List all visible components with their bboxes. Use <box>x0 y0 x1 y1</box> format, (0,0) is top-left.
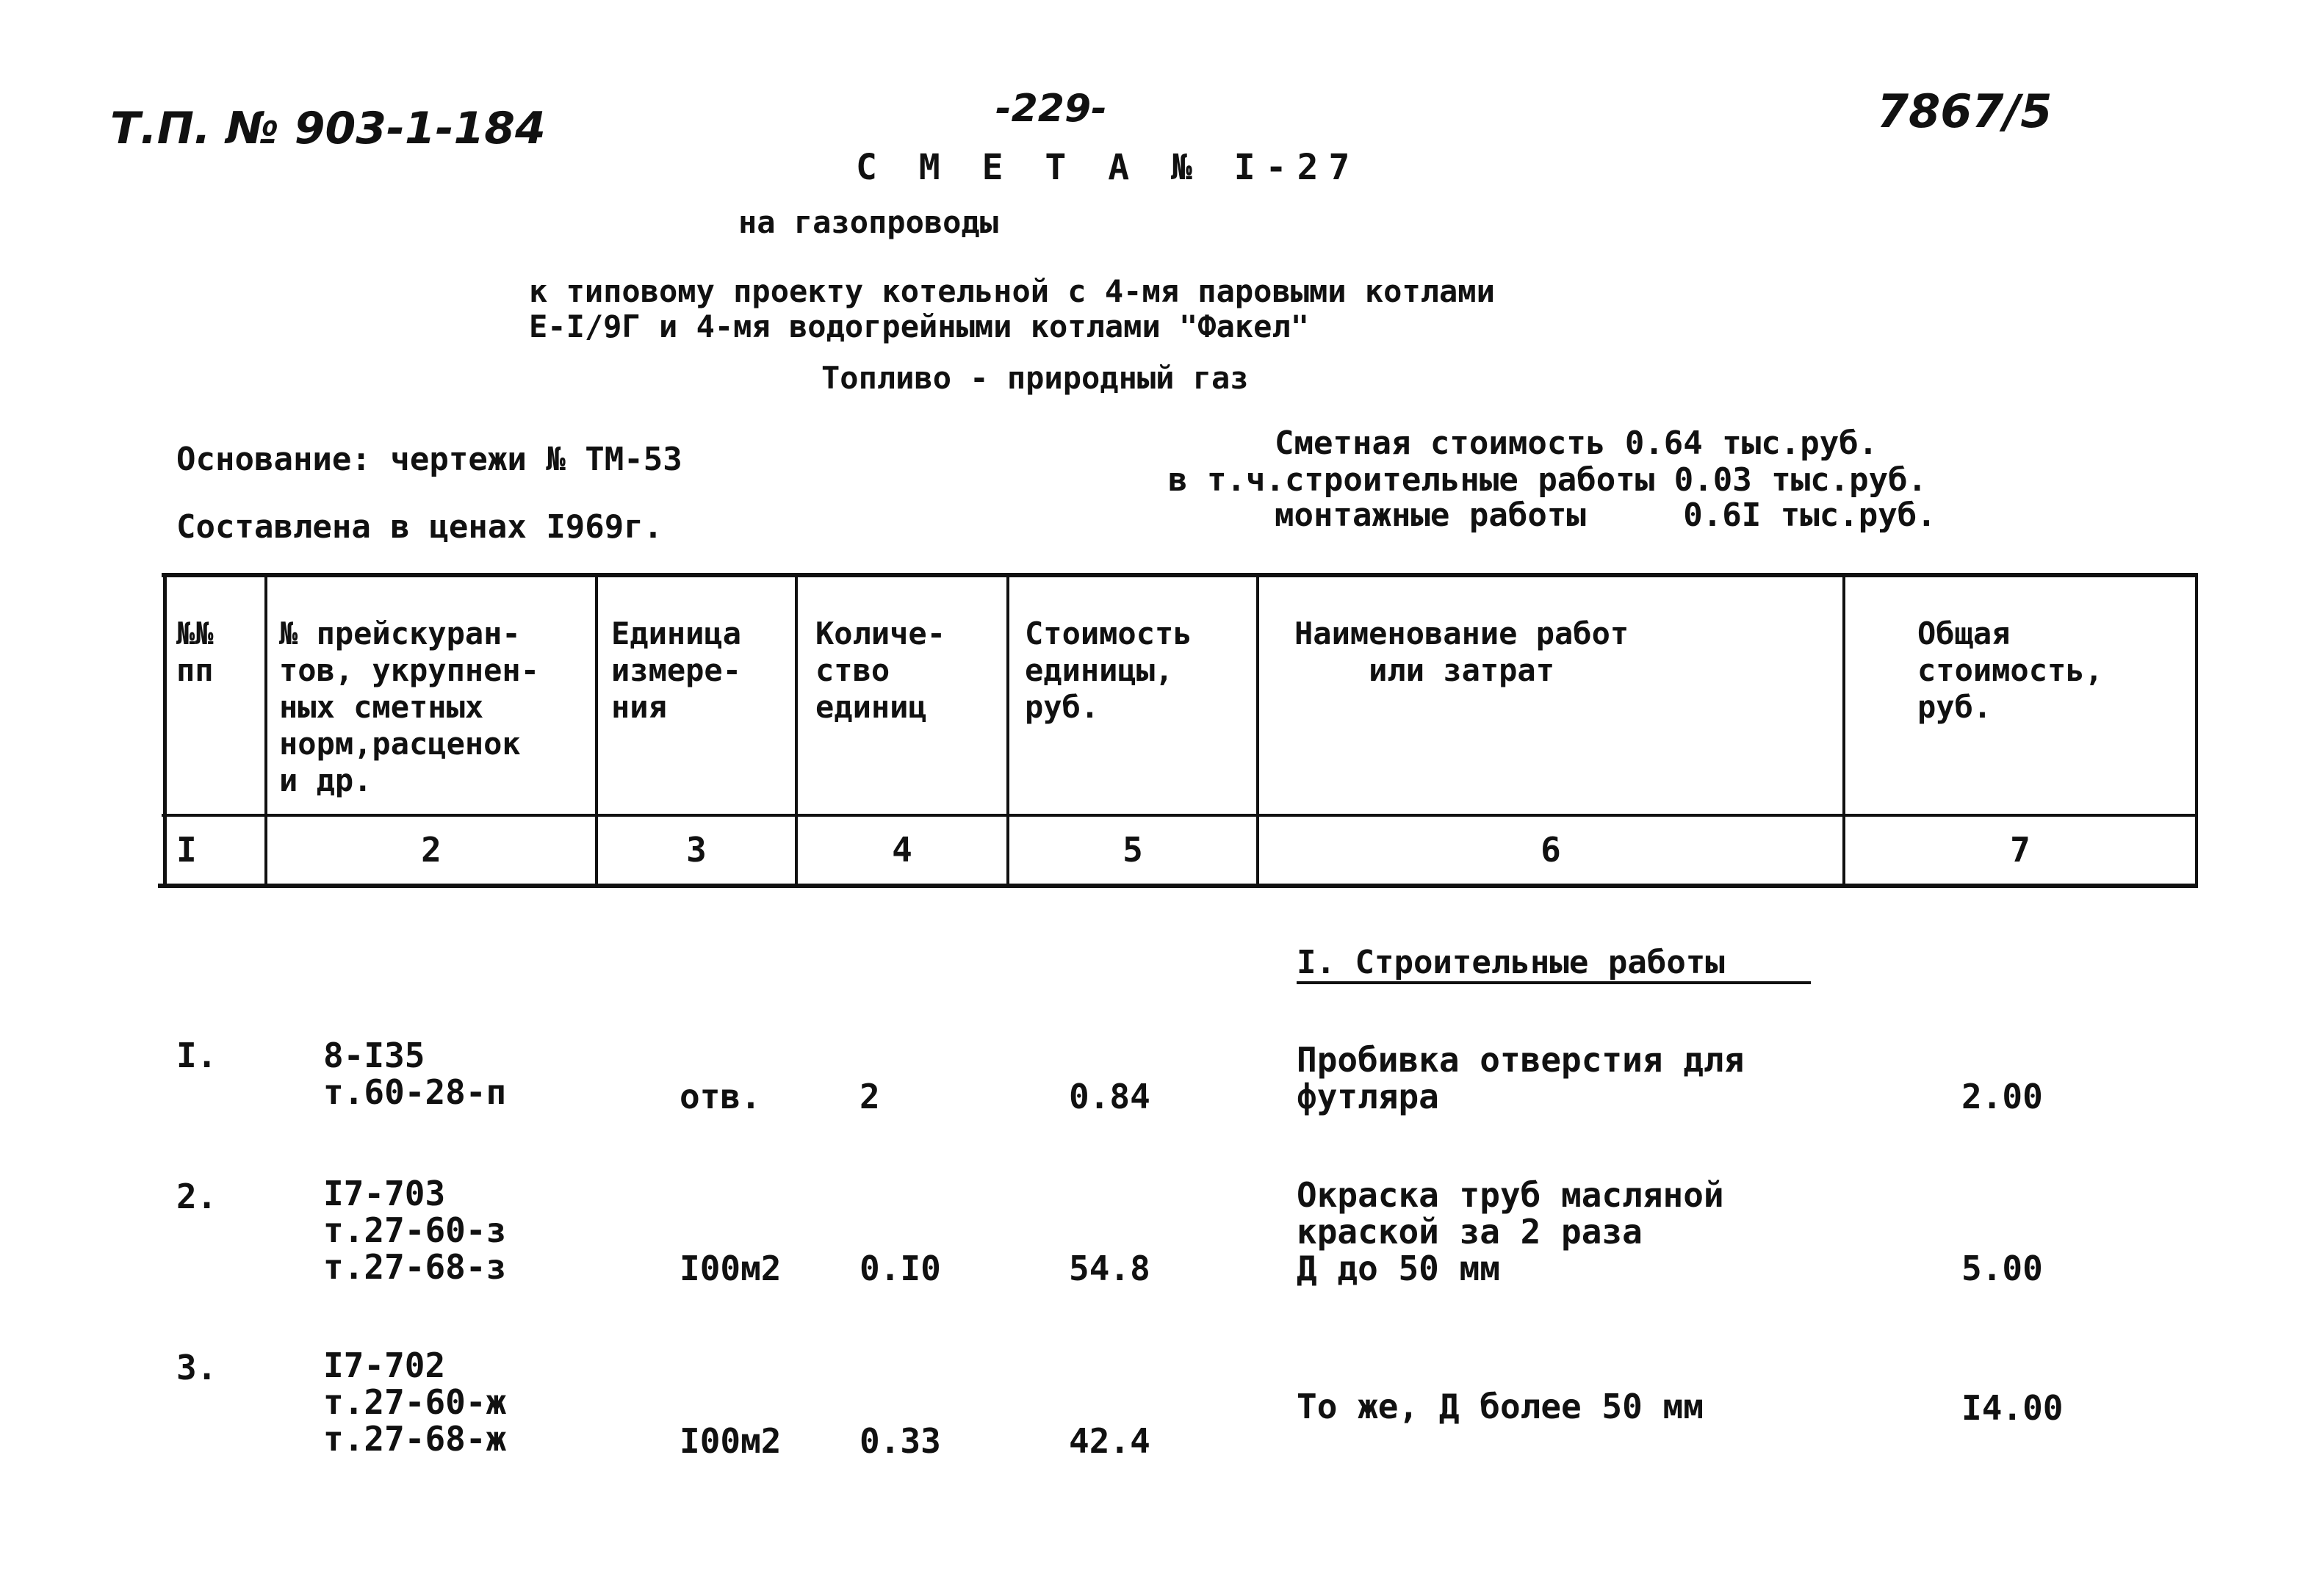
row-total: 2.00 <box>1961 1077 2043 1116</box>
column-number: 4 <box>892 830 912 870</box>
section-title: I. Строительные работы <box>1297 944 1725 981</box>
cost-total: Сметная стоимость 0.64 тыс.руб. <box>1275 425 1878 462</box>
column-number: I <box>176 830 197 870</box>
row-unit-cost: 54.8 <box>1069 1249 1150 1288</box>
header-cell-quantity: Количе- ство единиц <box>815 615 946 725</box>
column-number: 2 <box>421 830 442 870</box>
cost-installation: монтажные работы 0.6I тыс.руб. <box>1275 497 1936 534</box>
header-cell-number: №№ пп <box>176 615 214 688</box>
archive-number: 7867/5 <box>1877 84 2053 138</box>
column-number: 3 <box>686 830 707 870</box>
row-total: 5.00 <box>1961 1249 2043 1288</box>
row-unit: отв. <box>680 1077 761 1116</box>
row-work-name: То же, Д более 50 мм <box>1297 1387 1704 1426</box>
column-number: 5 <box>1123 830 1143 870</box>
row-number: 2. <box>176 1177 217 1216</box>
row-reference: 8-I35 т.60-28-п <box>323 1036 507 1112</box>
header-cell-total: Общая стоимость, руб. <box>1917 615 2103 725</box>
row-quantity: 2 <box>860 1077 880 1116</box>
prices-text: Составлена в ценах I969г. <box>176 508 663 546</box>
table-top-border <box>162 573 2198 577</box>
header-cell-work-name: Наименование работ или затрат <box>1294 615 1629 688</box>
row-unit: I00м2 <box>680 1249 782 1288</box>
column-number: 6 <box>1541 830 1561 870</box>
basis-text: Основание: чертежи № ТМ-53 <box>176 441 682 478</box>
row-reference: I7-702 т.27-60-ж т.27-68-ж <box>323 1346 507 1459</box>
column-number: 7 <box>2010 830 2030 870</box>
row-total: I4.00 <box>1961 1388 2064 1428</box>
section-underline <box>1297 981 1811 984</box>
row-unit-cost: 42.4 <box>1069 1421 1150 1461</box>
row-unit-cost: 0.84 <box>1069 1077 1150 1116</box>
cost-construction: в т.ч.строительные работы 0.03 тыс.руб. <box>1168 461 1928 499</box>
row-number: 3. <box>176 1348 217 1387</box>
row-work-name: Пробивка отверстия для футляра <box>1297 1040 1745 1116</box>
row-quantity: 0.I0 <box>860 1249 941 1288</box>
header-cell-unit-cost: Стоимость единицы, руб. <box>1025 615 1192 725</box>
estimate-title: С М Е Т А № I-27 <box>856 147 1361 188</box>
row-reference: I7-703 т.27-60-з т.27-68-з <box>323 1174 507 1287</box>
header-cell-unit: Единица измере- ния <box>611 615 742 725</box>
table-header-divider <box>162 814 2198 817</box>
fuel-line: Топливо - природный газ <box>821 360 1249 396</box>
table-col-divider <box>163 573 167 887</box>
page-number: -229- <box>995 87 1107 131</box>
row-quantity: 0.33 <box>860 1421 941 1461</box>
table-col-divider <box>2195 573 2198 887</box>
row-work-name: Окраска труб масляной краской за 2 раза Д до 50 мм <box>1297 1175 1724 1288</box>
row-unit: I00м2 <box>680 1421 782 1461</box>
row-number: I. <box>176 1036 217 1075</box>
header-cell-reference: № прейскуран- тов, укрупнен- ных сметных норм,расценок и др. <box>279 615 540 798</box>
project-line-1: к типовому проекту котельной с 4-мя паровыми котлами <box>529 273 1495 309</box>
project-line-2: Е-I/9Г и 4-мя водогрейными котлами "Факел" <box>529 308 1310 344</box>
project-number: Т.П. № 903-1-184 <box>110 103 546 154</box>
table-bottom-border <box>158 884 2198 888</box>
estimate-subject: на газопроводы <box>738 204 999 240</box>
